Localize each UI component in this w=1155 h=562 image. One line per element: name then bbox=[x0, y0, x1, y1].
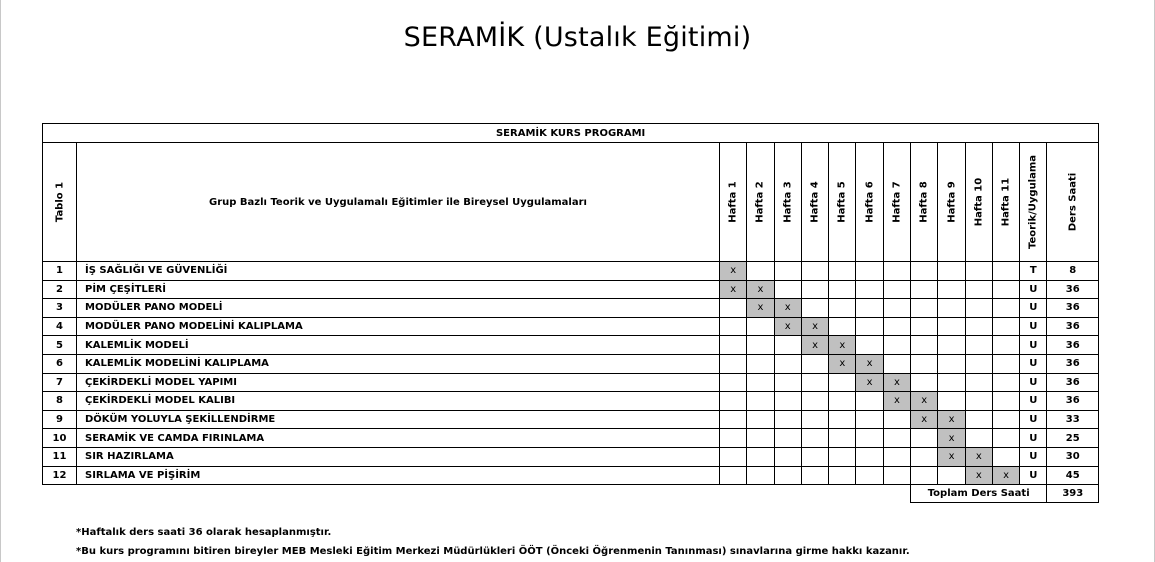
type-cell: U bbox=[1020, 354, 1047, 373]
week-empty-cell bbox=[720, 336, 747, 355]
week-empty-cell bbox=[883, 336, 910, 355]
week-header-cell bbox=[856, 143, 883, 262]
week-empty-cell bbox=[829, 447, 856, 466]
week-header: Hafta 8 bbox=[918, 181, 930, 223]
week-mark-cell: x bbox=[911, 410, 938, 429]
week-empty-cell bbox=[856, 447, 883, 466]
week-mark-cell: x bbox=[938, 410, 965, 429]
week-header-cell bbox=[829, 143, 856, 262]
table-row bbox=[43, 336, 1099, 355]
week-mark-cell: x bbox=[829, 336, 856, 355]
week-empty-cell bbox=[856, 262, 883, 281]
week-empty-cell bbox=[801, 354, 828, 373]
footnote-1: *Haftalık ders saati 36 olarak hesaplanmıştır. bbox=[76, 527, 332, 538]
type-cell: U bbox=[1020, 299, 1047, 318]
hours-header: Ders Saati bbox=[1067, 172, 1079, 232]
week-mark-cell: x bbox=[801, 336, 828, 355]
week-mark-cell: x bbox=[965, 466, 992, 485]
hours-cell: 36 bbox=[1047, 336, 1099, 355]
week-empty-cell bbox=[747, 392, 774, 411]
week-mark-cell: x bbox=[938, 429, 965, 448]
total-row bbox=[43, 485, 1099, 503]
table-caption-row bbox=[43, 124, 1099, 143]
week-mark-cell: x bbox=[720, 280, 747, 299]
week-empty-cell bbox=[747, 447, 774, 466]
week-header: Hafta 10 bbox=[973, 177, 985, 227]
week-empty-cell bbox=[965, 336, 992, 355]
type-header-cell bbox=[1020, 143, 1047, 262]
week-mark-cell: x bbox=[938, 447, 965, 466]
week-empty-cell bbox=[801, 299, 828, 318]
table-header-row bbox=[43, 143, 1099, 262]
module-name: ÇEKİRDEKLİ MODEL YAPIMI bbox=[77, 373, 720, 392]
week-header-cell bbox=[747, 143, 774, 262]
type-cell: U bbox=[1020, 466, 1047, 485]
type-cell: U bbox=[1020, 392, 1047, 411]
week-empty-cell bbox=[965, 410, 992, 429]
hours-cell: 36 bbox=[1047, 354, 1099, 373]
week-header-cell bbox=[883, 143, 910, 262]
week-header-cell bbox=[965, 143, 992, 262]
week-empty-cell bbox=[992, 262, 1019, 281]
week-mark-cell: x bbox=[801, 317, 828, 336]
week-empty-cell bbox=[938, 262, 965, 281]
week-empty-cell bbox=[938, 392, 965, 411]
table-row bbox=[43, 466, 1099, 485]
week-mark-cell: x bbox=[856, 373, 883, 392]
week-empty-cell bbox=[911, 317, 938, 336]
week-mark-cell: x bbox=[774, 299, 801, 318]
week-empty-cell bbox=[774, 410, 801, 429]
week-empty-cell bbox=[883, 262, 910, 281]
type-cell: U bbox=[1020, 280, 1047, 299]
hours-cell: 8 bbox=[1047, 262, 1099, 281]
week-header-cell bbox=[720, 143, 747, 262]
hours-cell: 36 bbox=[1047, 317, 1099, 336]
week-empty-cell bbox=[992, 299, 1019, 318]
week-empty-cell bbox=[747, 317, 774, 336]
week-empty-cell bbox=[774, 336, 801, 355]
week-empty-cell bbox=[992, 410, 1019, 429]
week-empty-cell bbox=[801, 280, 828, 299]
type-header: Teorik/Uygulama bbox=[1027, 154, 1039, 250]
week-header-cell bbox=[992, 143, 1019, 262]
week-empty-cell bbox=[829, 410, 856, 429]
week-empty-cell bbox=[720, 299, 747, 318]
week-empty-cell bbox=[965, 262, 992, 281]
week-empty-cell bbox=[801, 410, 828, 429]
week-empty-cell bbox=[938, 280, 965, 299]
module-name: ÇEKİRDEKLİ MODEL KALIBI bbox=[77, 392, 720, 411]
week-empty-cell bbox=[774, 354, 801, 373]
week-empty-cell bbox=[720, 429, 747, 448]
week-empty-cell bbox=[720, 373, 747, 392]
side-label: Tablo 1 bbox=[54, 181, 65, 223]
week-header-cell bbox=[938, 143, 965, 262]
total-hours: 393 bbox=[1047, 485, 1099, 503]
week-header: Hafta 2 bbox=[754, 181, 766, 223]
week-mark-cell: x bbox=[992, 466, 1019, 485]
module-name: DÖKÜM YOLUYLA ŞEKİLLENDİRME bbox=[77, 410, 720, 429]
hours-cell: 36 bbox=[1047, 299, 1099, 318]
week-empty-cell bbox=[992, 317, 1019, 336]
week-empty-cell bbox=[829, 299, 856, 318]
week-empty-cell bbox=[992, 336, 1019, 355]
week-empty-cell bbox=[965, 429, 992, 448]
week-empty-cell bbox=[911, 354, 938, 373]
week-empty-cell bbox=[911, 299, 938, 318]
week-mark-cell: x bbox=[965, 447, 992, 466]
week-empty-cell bbox=[938, 299, 965, 318]
week-empty-cell bbox=[965, 392, 992, 411]
week-mark-cell: x bbox=[747, 299, 774, 318]
week-empty-cell bbox=[801, 373, 828, 392]
description-header: Grup Bazlı Teorik ve Uygulamalı Eğitimler ile Bireysel Uygulamaları bbox=[77, 143, 720, 262]
week-empty-cell bbox=[992, 280, 1019, 299]
week-empty-cell bbox=[747, 373, 774, 392]
hours-cell: 36 bbox=[1047, 373, 1099, 392]
week-empty-cell bbox=[992, 429, 1019, 448]
week-mark-cell: x bbox=[829, 354, 856, 373]
week-empty-cell bbox=[856, 392, 883, 411]
week-empty-cell bbox=[829, 392, 856, 411]
module-name: SIR HAZIRLAMA bbox=[77, 447, 720, 466]
week-empty-cell bbox=[747, 466, 774, 485]
total-spacer bbox=[43, 485, 911, 503]
week-empty-cell bbox=[856, 317, 883, 336]
week-empty-cell bbox=[938, 317, 965, 336]
table-row bbox=[43, 447, 1099, 466]
week-empty-cell bbox=[829, 466, 856, 485]
table-row bbox=[43, 429, 1099, 448]
type-cell: T bbox=[1020, 262, 1047, 281]
week-empty-cell bbox=[883, 299, 910, 318]
week-empty-cell bbox=[720, 317, 747, 336]
week-mark-cell: x bbox=[747, 280, 774, 299]
table-row bbox=[43, 410, 1099, 429]
week-empty-cell bbox=[938, 466, 965, 485]
module-name: KALEMLİK MODELİNİ KALIPLAMA bbox=[77, 354, 720, 373]
week-empty-cell bbox=[801, 262, 828, 281]
side-label-cell bbox=[43, 143, 77, 262]
week-empty-cell bbox=[883, 410, 910, 429]
row-number: 1 bbox=[43, 262, 77, 281]
week-empty-cell bbox=[720, 392, 747, 411]
week-empty-cell bbox=[774, 429, 801, 448]
week-empty-cell bbox=[720, 354, 747, 373]
module-name: KALEMLİK MODELİ bbox=[77, 336, 720, 355]
week-header: Hafta 5 bbox=[836, 181, 848, 223]
table-row bbox=[43, 262, 1099, 281]
table-row bbox=[43, 317, 1099, 336]
week-empty-cell bbox=[801, 466, 828, 485]
week-empty-cell bbox=[829, 262, 856, 281]
week-empty-cell bbox=[747, 410, 774, 429]
row-number: 3 bbox=[43, 299, 77, 318]
hours-cell: 30 bbox=[1047, 447, 1099, 466]
table-caption: SERAMİK KURS PROGRAMI bbox=[43, 124, 1099, 143]
row-number: 11 bbox=[43, 447, 77, 466]
type-cell: U bbox=[1020, 447, 1047, 466]
week-header: Hafta 1 bbox=[727, 181, 739, 223]
week-empty-cell bbox=[911, 466, 938, 485]
table-row bbox=[43, 373, 1099, 392]
week-empty-cell bbox=[965, 280, 992, 299]
type-cell: U bbox=[1020, 336, 1047, 355]
week-empty-cell bbox=[911, 429, 938, 448]
type-cell: U bbox=[1020, 317, 1047, 336]
week-empty-cell bbox=[992, 447, 1019, 466]
week-mark-cell: x bbox=[883, 373, 910, 392]
week-empty-cell bbox=[856, 410, 883, 429]
week-empty-cell bbox=[911, 373, 938, 392]
week-empty-cell bbox=[801, 392, 828, 411]
module-name: PİM ÇEŞİTLERİ bbox=[77, 280, 720, 299]
week-empty-cell bbox=[720, 466, 747, 485]
document-title: SERAMİK (Ustalık Eğitimi) bbox=[403, 22, 752, 53]
week-header-cell bbox=[801, 143, 828, 262]
week-empty-cell bbox=[911, 262, 938, 281]
week-empty-cell bbox=[883, 447, 910, 466]
week-empty-cell bbox=[965, 317, 992, 336]
row-number: 4 bbox=[43, 317, 77, 336]
week-empty-cell bbox=[747, 429, 774, 448]
week-empty-cell bbox=[720, 447, 747, 466]
type-cell: U bbox=[1020, 429, 1047, 448]
footnotes bbox=[76, 523, 910, 561]
week-empty-cell bbox=[938, 354, 965, 373]
table-row bbox=[43, 299, 1099, 318]
week-empty-cell bbox=[801, 429, 828, 448]
hours-cell: 36 bbox=[1047, 392, 1099, 411]
week-mark-cell: x bbox=[774, 317, 801, 336]
week-header-cell bbox=[911, 143, 938, 262]
week-empty-cell bbox=[883, 354, 910, 373]
total-label: Toplam Ders Saati bbox=[911, 485, 1047, 503]
week-empty-cell bbox=[911, 336, 938, 355]
page-border-left bbox=[0, 0, 1, 562]
week-empty-cell bbox=[911, 447, 938, 466]
hours-cell: 25 bbox=[1047, 429, 1099, 448]
week-empty-cell bbox=[829, 280, 856, 299]
week-mark-cell: x bbox=[911, 392, 938, 411]
type-cell: U bbox=[1020, 410, 1047, 429]
hours-cell: 33 bbox=[1047, 410, 1099, 429]
week-empty-cell bbox=[992, 392, 1019, 411]
week-empty-cell bbox=[883, 317, 910, 336]
week-header-cell bbox=[774, 143, 801, 262]
week-empty-cell bbox=[856, 336, 883, 355]
hours-header-cell bbox=[1047, 143, 1099, 262]
week-empty-cell bbox=[856, 429, 883, 448]
week-empty-cell bbox=[774, 466, 801, 485]
week-header: Hafta 7 bbox=[891, 181, 903, 223]
row-number: 9 bbox=[43, 410, 77, 429]
footnote-2: *Bu kurs programını bitiren bireyler MEB Mesleki Eğitim Merkezi Müdürlükleri ÖÖT (Önceki Öğrenmenin Tanınması) sınavlarına girme hakkı kazanır. bbox=[76, 546, 910, 557]
week-header: Hafta 4 bbox=[809, 181, 821, 223]
week-empty-cell bbox=[883, 466, 910, 485]
week-empty-cell bbox=[856, 466, 883, 485]
week-empty-cell bbox=[747, 336, 774, 355]
row-number: 10 bbox=[43, 429, 77, 448]
week-empty-cell bbox=[883, 429, 910, 448]
module-name: MODÜLER PANO MODELİNİ KALIPLAMA bbox=[77, 317, 720, 336]
week-empty-cell bbox=[965, 373, 992, 392]
week-empty-cell bbox=[747, 262, 774, 281]
hours-cell: 36 bbox=[1047, 280, 1099, 299]
week-header: Hafta 3 bbox=[782, 181, 794, 223]
week-empty-cell bbox=[829, 317, 856, 336]
module-name: MODÜLER PANO MODELİ bbox=[77, 299, 720, 318]
module-name: SERAMİK VE CAMDA FIRINLAMA bbox=[77, 429, 720, 448]
week-empty-cell bbox=[720, 410, 747, 429]
week-header: Hafta 11 bbox=[1000, 177, 1012, 227]
week-empty-cell bbox=[747, 354, 774, 373]
week-empty-cell bbox=[911, 280, 938, 299]
row-number: 7 bbox=[43, 373, 77, 392]
week-empty-cell bbox=[938, 336, 965, 355]
course-program-table bbox=[42, 123, 1099, 503]
type-cell: U bbox=[1020, 373, 1047, 392]
week-empty-cell bbox=[938, 373, 965, 392]
week-header: Hafta 9 bbox=[946, 181, 958, 223]
row-number: 12 bbox=[43, 466, 77, 485]
week-empty-cell bbox=[774, 373, 801, 392]
week-empty-cell bbox=[774, 447, 801, 466]
hours-cell: 45 bbox=[1047, 466, 1099, 485]
table-row bbox=[43, 392, 1099, 411]
week-header: Hafta 6 bbox=[864, 181, 876, 223]
row-number: 5 bbox=[43, 336, 77, 355]
row-number: 2 bbox=[43, 280, 77, 299]
week-empty-cell bbox=[774, 280, 801, 299]
week-empty-cell bbox=[829, 429, 856, 448]
row-number: 6 bbox=[43, 354, 77, 373]
week-mark-cell: x bbox=[883, 392, 910, 411]
week-empty-cell bbox=[829, 373, 856, 392]
week-empty-cell bbox=[883, 280, 910, 299]
week-empty-cell bbox=[856, 280, 883, 299]
week-empty-cell bbox=[965, 354, 992, 373]
table-row bbox=[43, 280, 1099, 299]
week-empty-cell bbox=[856, 299, 883, 318]
week-empty-cell bbox=[965, 299, 992, 318]
week-empty-cell bbox=[774, 262, 801, 281]
table-row bbox=[43, 354, 1099, 373]
week-mark-cell: x bbox=[720, 262, 747, 281]
module-name: SIRLAMA VE PİŞİRİM bbox=[77, 466, 720, 485]
week-empty-cell bbox=[992, 373, 1019, 392]
week-mark-cell: x bbox=[856, 354, 883, 373]
module-name: İŞ SAĞLIĞI VE GÜVENLİĞİ bbox=[77, 262, 720, 281]
week-empty-cell bbox=[801, 447, 828, 466]
week-empty-cell bbox=[774, 392, 801, 411]
row-number: 8 bbox=[43, 392, 77, 411]
week-empty-cell bbox=[992, 354, 1019, 373]
